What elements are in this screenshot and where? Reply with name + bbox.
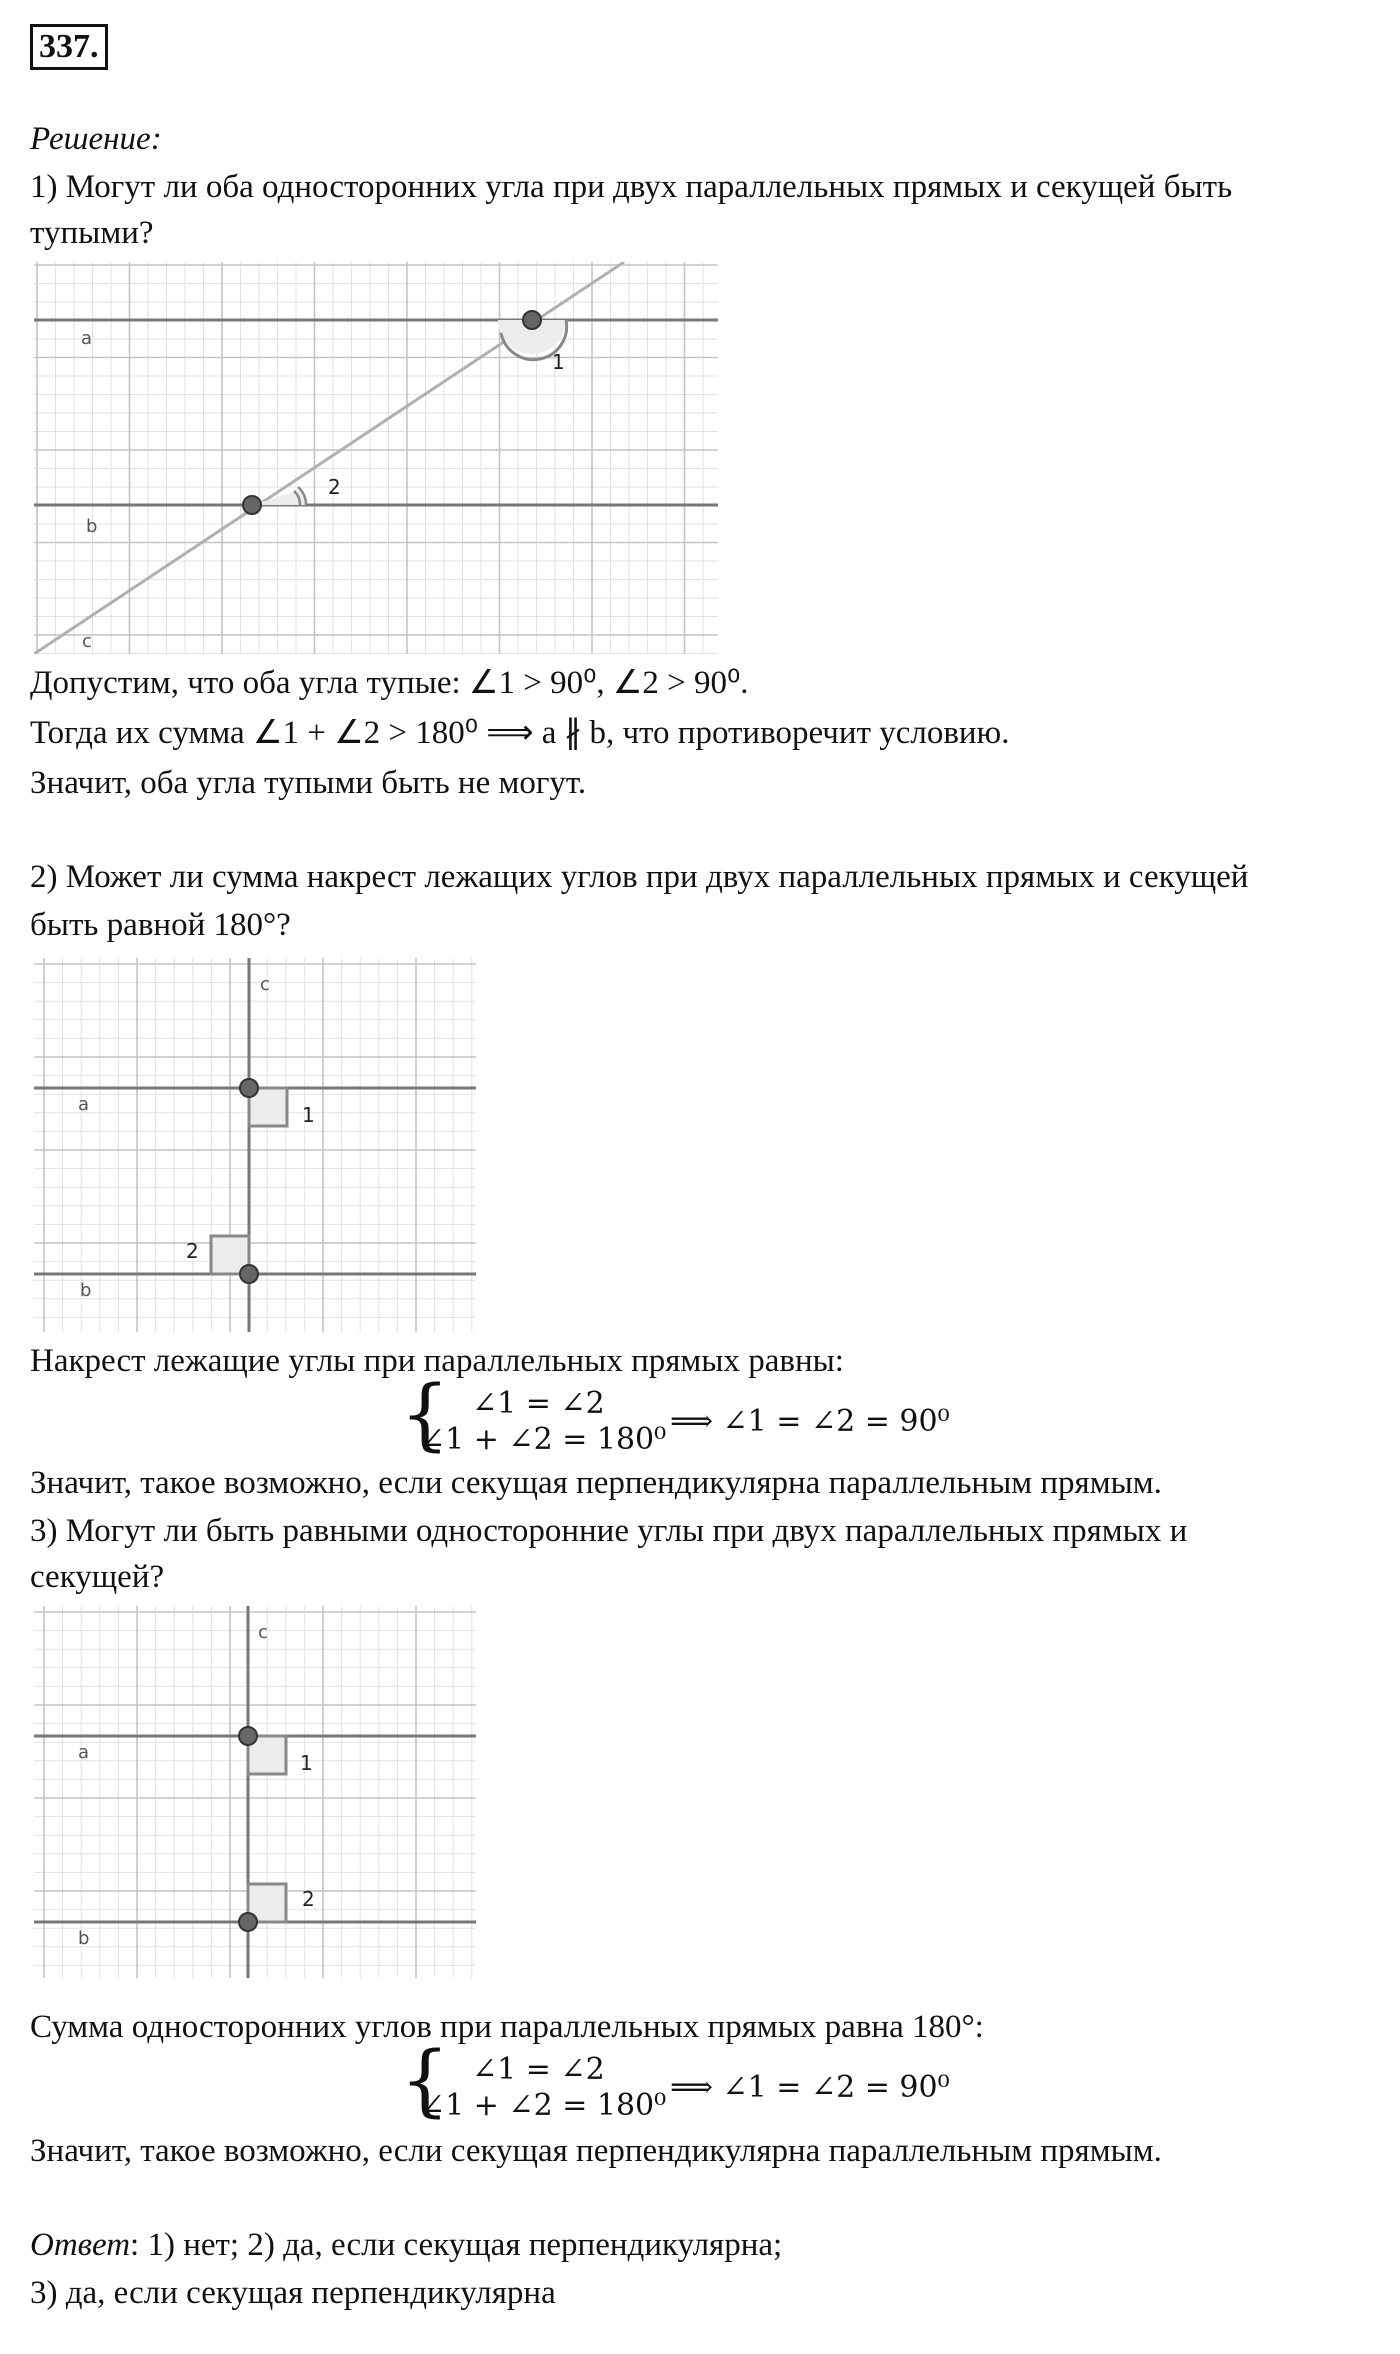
part2-question-line1: 2) Может ли сумма накрест лежащих углов при двух параллельных прямых и секущей xyxy=(30,859,1249,895)
solution-label: Решение: xyxy=(30,121,162,157)
part2-text2: Значит, такое возможно, если секущая перпендикулярна параллельным прямым. xyxy=(30,1465,1162,1501)
line-b-label: b xyxy=(86,516,98,537)
part2-system-line1: ∠1 = ∠2 xyxy=(472,1386,605,1421)
figure-2 xyxy=(34,958,476,1332)
answer-label: Ответ xyxy=(30,2227,131,2263)
answer-text1: : 1) нет; 2) да, если секущая перпендикулярна; xyxy=(130,2227,783,2263)
part3-system-line1: ∠1 = ∠2 xyxy=(472,2052,605,2087)
line-c-label: c xyxy=(258,1622,268,1643)
part1-question-line2: тупыми? xyxy=(30,215,154,251)
angle-1-label: 1 xyxy=(552,350,565,374)
point-intersection-b xyxy=(239,1913,257,1931)
part1-text2: Тогда их сумма ∠1 + ∠2 > 180⁰ ⟹ a ∦ b, что противоречит условию. xyxy=(30,715,1010,751)
part3-question-line2: секущей? xyxy=(30,1559,165,1595)
part1-text1: Допустим, что оба угла тупые: ∠1 > 90⁰, ∠2 > 90⁰. xyxy=(30,665,749,701)
part2-system-result: ⟹ ∠1 = ∠2 = 90⁰ xyxy=(670,1404,950,1439)
part2-question-line2: быть равной 180°? xyxy=(30,907,291,943)
part1-text3: Значит, оба угла тупыми быть не могут. xyxy=(30,765,587,801)
part3-text1: Сумма односторонних углов при параллельных прямых равна 180°: xyxy=(30,2009,984,2045)
angle-2-label: 2 xyxy=(186,1239,199,1263)
part2-text1: Накрест лежащие углы при параллельных прямых равны: xyxy=(30,1343,844,1379)
line-a-label: a xyxy=(81,328,93,349)
system-brace-2: { xyxy=(400,1370,450,1460)
angle-2-label: 2 xyxy=(302,1887,315,1911)
point-intersection-a xyxy=(240,1079,258,1097)
line-b-label: b xyxy=(80,1280,92,1301)
point-intersection-b xyxy=(243,496,261,514)
answer-line1 xyxy=(30,2226,782,2266)
system-brace-3: { xyxy=(400,2036,450,2126)
line-c-label: c xyxy=(82,631,92,652)
angle-2-label: 2 xyxy=(328,475,341,499)
point-intersection-a xyxy=(239,1727,257,1745)
line-a-label: a xyxy=(78,1742,90,1763)
figure-3 xyxy=(34,1606,476,1978)
point-intersection-a xyxy=(523,311,541,329)
angle-1-label: 1 xyxy=(300,1751,313,1775)
line-a-label: a xyxy=(78,1094,90,1115)
part1-question-line1: 1) Могут ли оба односторонних угла при двух параллельных прямых и секущей быть xyxy=(30,169,1233,205)
part3-question-line1: 3) Могут ли быть равными односторонние углы при двух параллельных прямых и xyxy=(30,1513,1188,1549)
point-intersection-b xyxy=(240,1265,258,1283)
angle-1-label: 1 xyxy=(302,1103,315,1127)
line-c-label: c xyxy=(260,974,270,995)
answer-line2: 3) да, если секущая перпендикулярна xyxy=(30,2275,556,2311)
figure-1 xyxy=(34,262,718,654)
part3-system-line2: ∠1 + ∠2 = 180⁰ xyxy=(420,2088,667,2123)
problem-number: 337. xyxy=(30,24,108,70)
part2-system-line2: ∠1 + ∠2 = 180⁰ xyxy=(420,1422,667,1457)
line-b-label: b xyxy=(78,1928,90,1949)
part3-system-result: ⟹ ∠1 = ∠2 = 90⁰ xyxy=(670,2070,950,2105)
part3-text2: Значит, такое возможно, если секущая перпендикулярна параллельным прямым. xyxy=(30,2133,1162,2169)
